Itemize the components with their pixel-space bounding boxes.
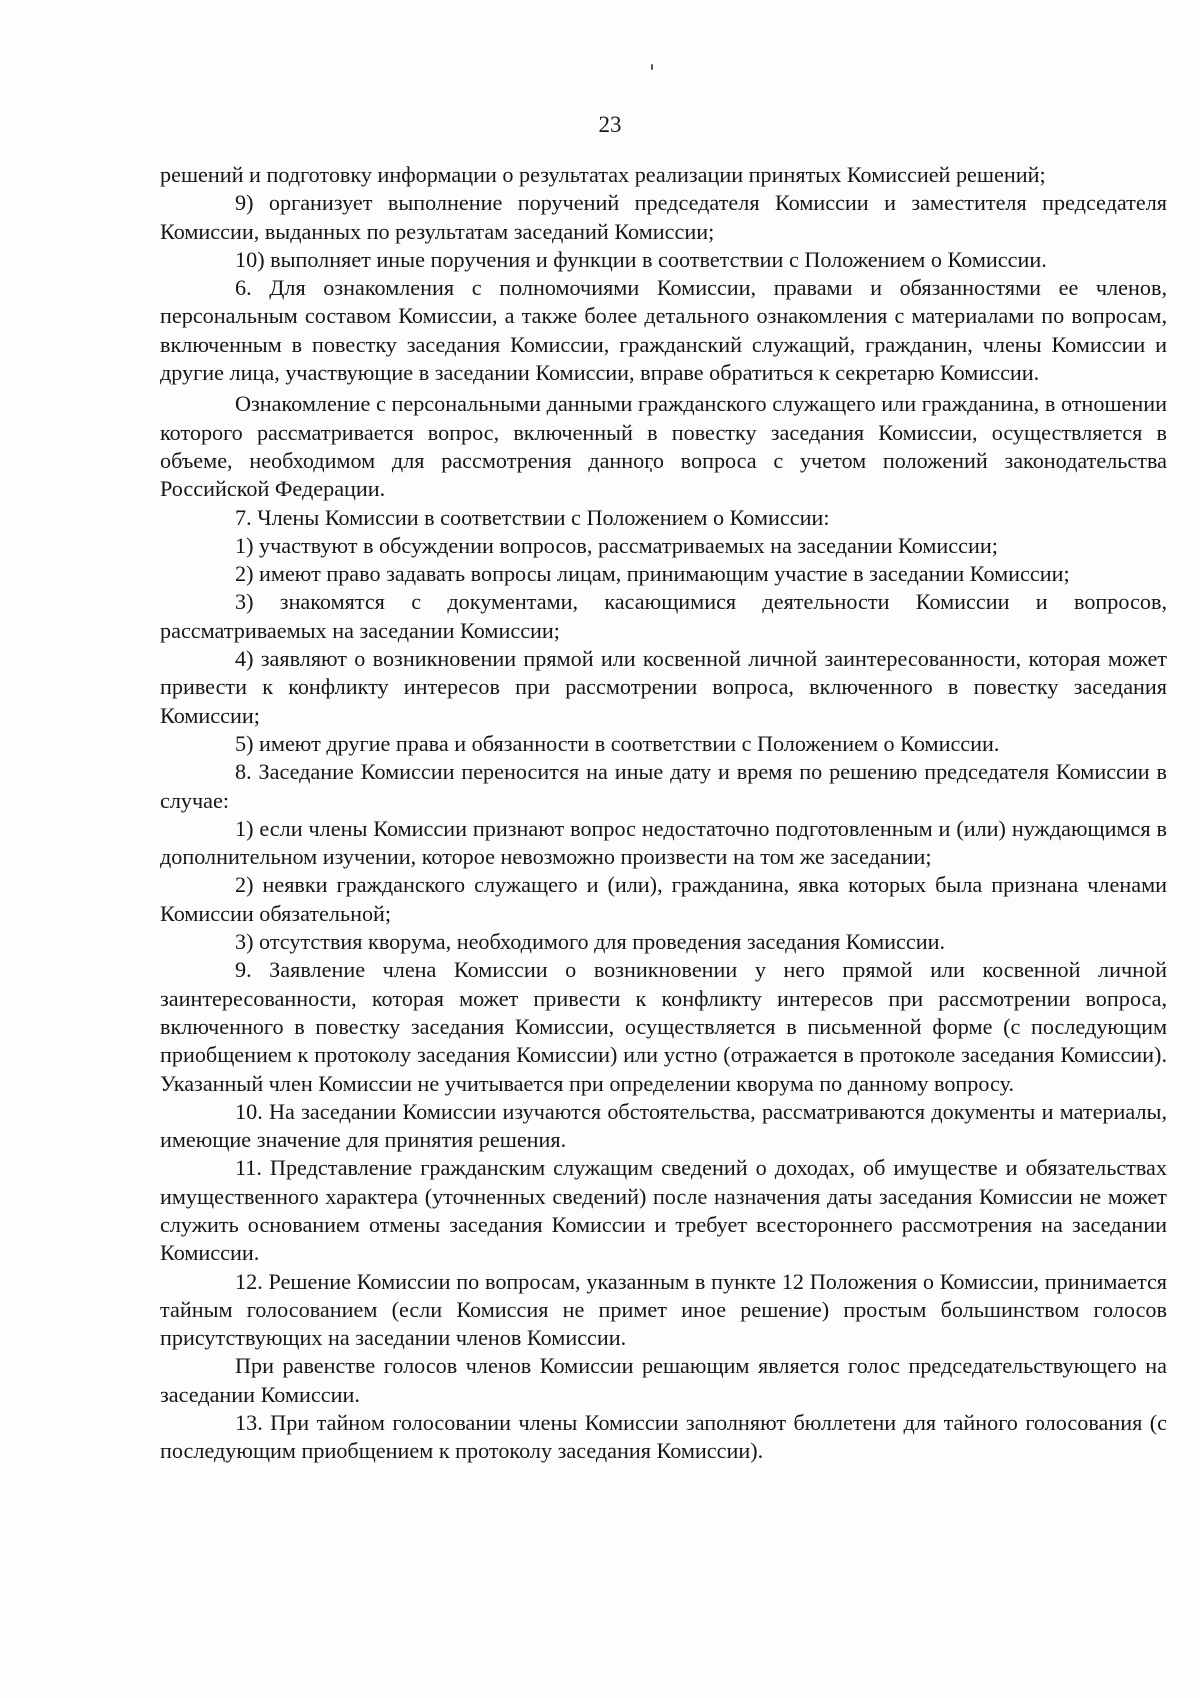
paragraph: 1) участвуют в обсуждении вопросов, рассматриваемых на заседании Комиссии; [235, 532, 998, 558]
paragraph: 11. Представление гражданским служащим сведений о доходах, об имуществе и обязательствах имущественного характера (уточненных сведений) после назначения даты заседания Комиссии не может служить основанием отмены заседания Комиссии и требует всестороннего рассмотрения на заседании Комиссии. [160, 1155, 1167, 1266]
paragraph: 3) знакомятся с документами, касающимися деятельности Комиссии и вопросов, рассматриваемых на заседании Комиссии; [160, 589, 1167, 643]
paragraph: 9. Заявление члена Комиссии о возникновении у него прямой или косвенной личной заинтересованности, которая может привести к конфликту интересов при рассмотрении вопроса, включенного в повестку заседания Комиссии, осуществляется в письменной форме (с последующим приобщением к протоколу заседания Комиссии) или устно (отражается в протоколе заседания Комиссии). Указанный член Комиссии не учитывается при определении кворума по данному вопросу. [160, 957, 1167, 1096]
paragraph: 2) имеют право задавать вопросы лицам, принимающим участие в заседании Комиссии; [235, 561, 1070, 587]
paragraph: При равенстве голосов членов Комиссии решающим является голос председательствующего на заседании Комиссии. [160, 1353, 1167, 1407]
paragraph: 9) организует выполнение поручений председателя Комиссии и заместителя председателя Комиссии, выданных по результатам заседаний Комиссии; [160, 190, 1167, 244]
paragraph: 8. Заседание Комиссии переносится на иные дату и время по решению председателя Комиссии в случае: [160, 759, 1167, 813]
paragraph: решений и подготовку информации о результатах реализации принятых Комиссией решений; [160, 162, 1046, 187]
paragraph: 6. Для ознакомления с полномочиями Комиссии, правами и обязанностями ее членов, персональным составом Комиссии, а также более детального ознакомления с материалами по вопросам, включенным в повестку заседания Комиссии, гражданский служащий, гражданин, члены Комиссии и другие лица, участвующие в заседании Комиссии, вправе обратиться к секретарю Комиссии. [160, 275, 1167, 386]
scan-speck [651, 64, 653, 70]
paragraph: 10. На заседании Комиссии изучаются обстоятельства, рассматриваются документы и материалы, имеющие значение для принятия решения. [160, 1098, 1167, 1153]
paragraph: 5) имеют другие права и обязанности в соответствии с Положением о Комиссии. [235, 730, 1000, 756]
document-body [160, 161, 1167, 1466]
paragraph: 4) заявляют о возникновении прямой или косвенной личной заинтересованности, которая может привести к конфликту интересов при рассмотрении вопроса, включенного в повестку заседания Комиссии; [160, 646, 1167, 728]
paragraph: Ознакомление с персональными данными гражданского служащего или гражданина, в отношении которого рассматривается вопрос, включенный в повестку заседания Комиссии, осуществляется в объеме, необходимом для рассмотрения данного вопроса с учетом положений законодательства Российской Федерации. [160, 391, 1167, 502]
paragraph: 3) отсутствия кворума, необходимого для проведения заседания Комиссии. [235, 929, 946, 955]
paragraph: 10) выполняет иные поручения и функции в соответствии с Положением о Комиссии. [235, 246, 1047, 272]
page-number: 23 [598, 112, 622, 137]
paragraph: 7. Члены Комиссии в соответствии с Положением о Комиссии: [235, 504, 830, 530]
paragraph: 12. Решение Комиссии по вопросам, указанным в пункте 12 Положения о Комиссии, принимается тайным голосованием (если Комиссия не примет иное решение) простым большинством голосов присутствующих на заседании членов Комиссии. [160, 1268, 1167, 1351]
paragraph: 1) если члены Комиссии признают вопрос недостаточно подготовленным и (или) нуждающимся в дополнительном изучении, которое невозможно произвести на том же заседании; [160, 815, 1167, 870]
paragraph: 2) неявки гражданского служащего и (или), гражданина, явка которых была признана членами Комиссии обязательной; [160, 872, 1167, 926]
paragraph: 13. При тайном голосовании члены Комиссии заполняют бюллетени для тайного голосования (с последующим приобщением к протоколу заседания Комиссии). [160, 1410, 1167, 1464]
